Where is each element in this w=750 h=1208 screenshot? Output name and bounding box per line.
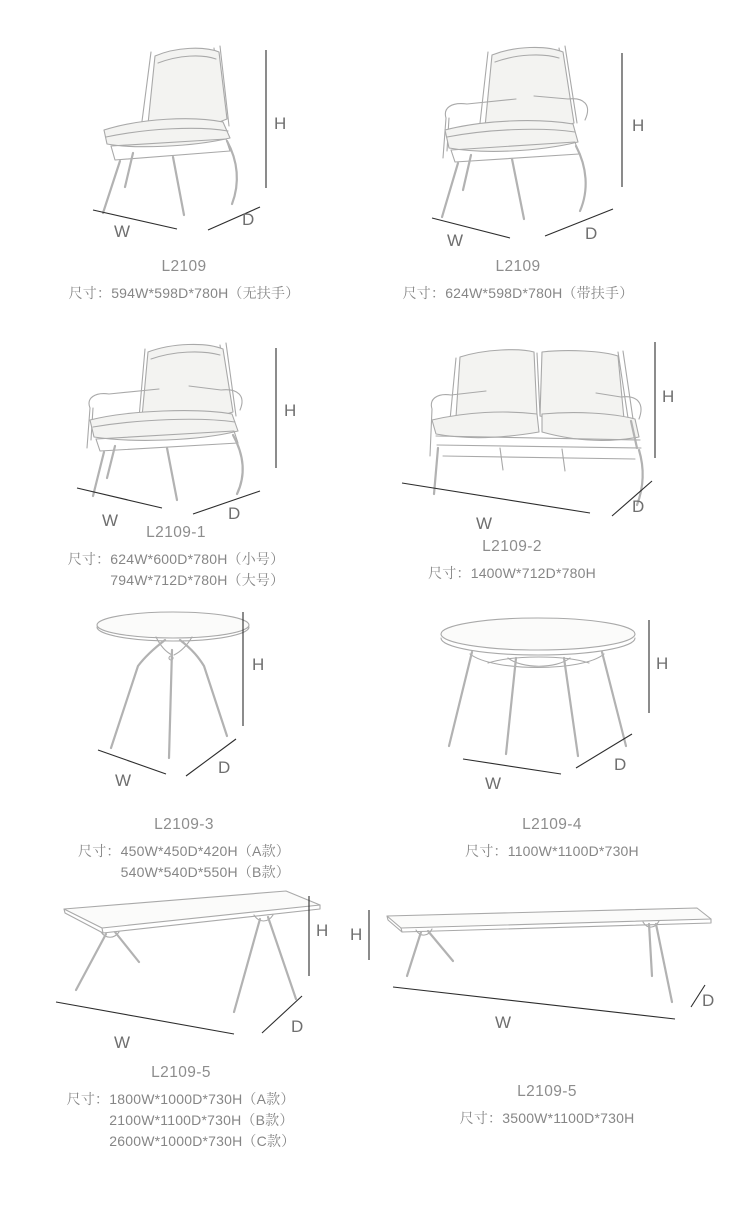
spec-line: 624W*600D*780H（小号）: [110, 551, 285, 567]
two-seat-sofa-sketch: [390, 328, 702, 540]
depth-dim-label: D: [228, 504, 241, 523]
model-number: L2109-2: [482, 538, 542, 555]
width-dim-label: W: [447, 231, 464, 250]
model-number: L2109: [161, 258, 207, 275]
spec-line: 540W*540D*550H（B款）: [120, 864, 290, 880]
product-specs: [402, 841, 702, 862]
width-dimension-line: [463, 759, 561, 774]
model-number: L2109: [495, 258, 541, 275]
spec-label: 尺寸：: [459, 1110, 503, 1126]
product-specs: [362, 563, 662, 584]
product-info: [26, 524, 326, 591]
width-dim-label: W: [485, 774, 502, 793]
figure-lounge-chair: [50, 328, 312, 528]
width-dimension-line: [393, 987, 675, 1019]
width-dim-label: W: [495, 1013, 512, 1032]
small-round-table-sketch: [68, 598, 298, 803]
spec-label: 尺寸：: [402, 285, 446, 301]
product-info: [34, 816, 334, 883]
width-dimension-line: [77, 488, 162, 508]
depth-dim-label: D: [614, 755, 627, 774]
width-dimension-line: [432, 218, 510, 238]
height-dim-label: H: [252, 655, 265, 674]
figure-long-dining-table: [345, 888, 740, 1050]
depth-dim-label: D: [585, 224, 598, 243]
height-dim-label: H: [656, 654, 669, 673]
product-specs: [368, 283, 668, 304]
height-dim-label: H: [284, 401, 297, 420]
spec-line: 624W*598D*780H（带扶手）: [445, 285, 634, 301]
depth-dim-label: D: [632, 497, 645, 516]
depth-dim-label: D: [702, 991, 715, 1010]
model-number: L2109-4: [522, 816, 582, 833]
height-dim-label: H: [632, 116, 645, 135]
figure-small-round-table: [68, 598, 298, 803]
figure-two-seat-sofa: [390, 328, 702, 540]
figure-armchair: [385, 33, 665, 255]
model-number: L2109-5: [151, 1064, 211, 1081]
spec-label: 尺寸：: [68, 285, 112, 301]
spec-line: 2600W*1000D*730H（C款）: [109, 1133, 296, 1149]
spec-label: 尺寸：: [67, 551, 111, 567]
spec-line: 2100W*1100D*730H（B款）: [109, 1112, 294, 1128]
width-dim-label: W: [114, 1033, 131, 1052]
model-number: L2109-3: [154, 816, 214, 833]
depth-dim-label: D: [291, 1017, 304, 1036]
spec-label: 尺寸：: [465, 843, 508, 859]
round-dining-table-sketch: [408, 598, 680, 803]
height-dim-label: H: [316, 921, 329, 940]
spec-label: 尺寸：: [66, 1091, 110, 1107]
width-dim-label: W: [476, 514, 493, 533]
figure-rect-dining-table: [48, 878, 353, 1066]
width-dimension-line: [402, 483, 590, 513]
armchair-sketch: [385, 33, 665, 255]
product-info: [362, 538, 662, 584]
product-specs: [34, 283, 334, 304]
spec-line: 794W*712D*780H（大号）: [110, 572, 285, 588]
depth-dim-label: D: [242, 210, 255, 229]
width-dimension-line: [56, 1002, 234, 1034]
product-info: [397, 1083, 697, 1129]
product-specs: [397, 1108, 697, 1129]
height-dim-label: H: [350, 925, 363, 944]
spec-line: 594W*598D*780H（无扶手）: [111, 285, 300, 301]
width-dimension-line: [98, 750, 166, 774]
product-info: [402, 816, 702, 862]
product-specs: [26, 549, 326, 591]
product-info: [34, 258, 334, 304]
spec-label: 尺寸：: [428, 565, 471, 581]
width-dim-label: W: [115, 771, 132, 790]
figure-round-dining-table: [408, 598, 680, 803]
width-dim-label: W: [102, 511, 119, 530]
depth-dim-label: D: [218, 758, 231, 777]
lounge-chair-sketch: [50, 328, 312, 528]
height-dim-label: H: [274, 114, 287, 133]
spec-line: 1400W*712D*780H: [470, 565, 596, 581]
spec-label: 尺寸：: [78, 843, 121, 859]
width-dim-label: W: [114, 222, 131, 241]
product-info: [31, 1064, 331, 1152]
figure-dining-chair: [54, 33, 314, 255]
rect-dining-table-sketch: [48, 878, 353, 1066]
spec-line: 450W*450D*420H（A款）: [120, 843, 290, 859]
dining-chair-sketch: [54, 33, 314, 255]
depth-dimension-line: [193, 491, 260, 514]
long-dining-table-sketch: [345, 888, 740, 1050]
product-specs: [31, 1089, 331, 1152]
width-dimension-line: [93, 210, 177, 229]
model-number: L2109-1: [146, 524, 206, 541]
height-dim-label: H: [662, 387, 675, 406]
product-specs: [34, 841, 334, 883]
model-number: L2109-5: [517, 1083, 577, 1100]
spec-line: 1800W*1000D*730H（A款）: [109, 1091, 295, 1107]
depth-dimension-line: [545, 209, 613, 236]
product-info: [368, 258, 668, 304]
spec-line: 1100W*1100D*730H: [507, 843, 639, 859]
spec-line: 3500W*1100D*730H: [502, 1110, 635, 1126]
